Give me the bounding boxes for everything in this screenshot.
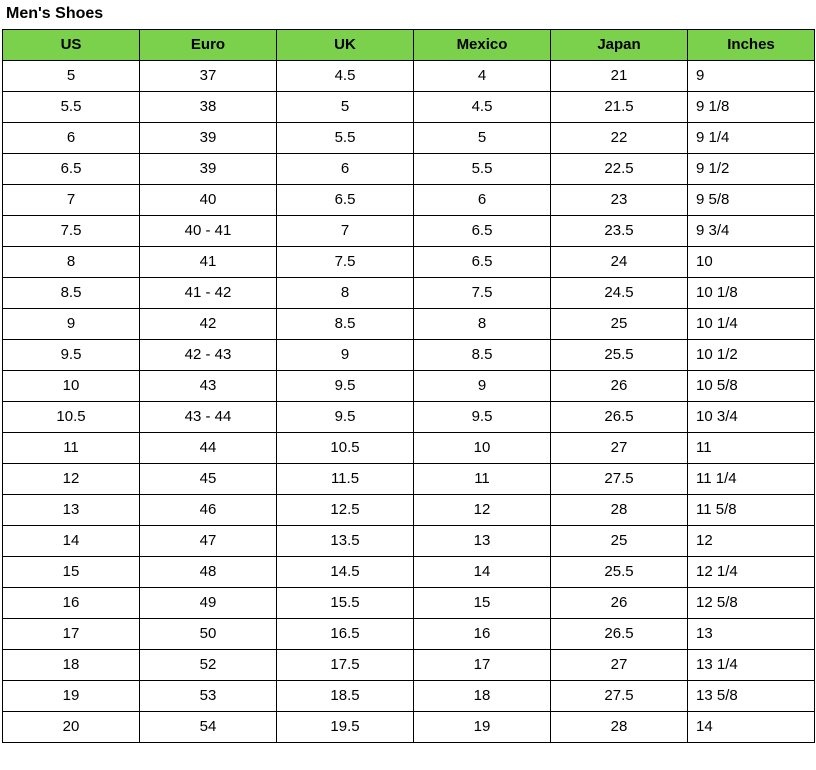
table-cell: 17	[414, 650, 551, 681]
table-cell: 14	[414, 557, 551, 588]
table-cell: 10.5	[277, 433, 414, 464]
table-cell: 11	[688, 433, 815, 464]
table-row	[3, 402, 815, 433]
table-cell: 10 3/4	[688, 402, 815, 433]
table-cell: 7	[3, 185, 140, 216]
table-cell: 28	[551, 495, 688, 526]
table-row	[3, 309, 815, 340]
table-cell: 14.5	[277, 557, 414, 588]
table-cell: 41	[140, 247, 277, 278]
table-cell: 23	[551, 185, 688, 216]
table-cell: 21.5	[551, 92, 688, 123]
table-row	[3, 495, 815, 526]
table-cell: 13.5	[277, 526, 414, 557]
table-cell: 9.5	[414, 402, 551, 433]
page-title: Men's Shoes	[6, 5, 104, 22]
table-cell: 43 - 44	[140, 402, 277, 433]
table-cell: 43	[140, 371, 277, 402]
column-header-uk: UK	[277, 30, 414, 61]
table-body	[3, 61, 815, 743]
table-row	[3, 340, 815, 371]
table-cell: 25.5	[551, 340, 688, 371]
table-cell: 41 - 42	[140, 278, 277, 309]
table-cell: 11.5	[277, 464, 414, 495]
table-cell: 6.5	[414, 247, 551, 278]
table-cell: 10	[3, 371, 140, 402]
table-cell: 27	[551, 433, 688, 464]
table-cell: 6	[414, 185, 551, 216]
table-cell: 7	[277, 216, 414, 247]
table-row	[3, 588, 815, 619]
table-cell: 20	[3, 712, 140, 743]
table-row	[3, 123, 815, 154]
table-cell: 5.5	[3, 92, 140, 123]
table-cell: 12.5	[277, 495, 414, 526]
table-cell: 11	[3, 433, 140, 464]
table-cell: 40 - 41	[140, 216, 277, 247]
table-cell: 6.5	[3, 154, 140, 185]
table-cell: 18	[414, 681, 551, 712]
table-cell: 26	[551, 588, 688, 619]
table-cell: 10	[414, 433, 551, 464]
table-cell: 14	[3, 526, 140, 557]
table-cell: 9	[688, 61, 815, 92]
table-row	[3, 247, 815, 278]
table-cell: 13	[3, 495, 140, 526]
table-cell: 8.5	[414, 340, 551, 371]
table-cell: 10	[688, 247, 815, 278]
table-cell: 19	[3, 681, 140, 712]
table-cell: 38	[140, 92, 277, 123]
table-cell: 17.5	[277, 650, 414, 681]
table-cell: 5	[414, 123, 551, 154]
table-cell: 12 5/8	[688, 588, 815, 619]
column-header-mexico: Mexico	[414, 30, 551, 61]
table-cell: 6	[277, 154, 414, 185]
table-cell: 9 5/8	[688, 185, 815, 216]
table-cell: 8.5	[3, 278, 140, 309]
table-cell: 10 1/2	[688, 340, 815, 371]
table-cell: 47	[140, 526, 277, 557]
table-cell: 7.5	[414, 278, 551, 309]
table-cell: 6	[3, 123, 140, 154]
table-cell: 10 1/4	[688, 309, 815, 340]
shoe-size-table	[2, 29, 815, 743]
table-cell: 46	[140, 495, 277, 526]
table-cell: 18	[3, 650, 140, 681]
table-row	[3, 557, 815, 588]
table-cell: 26.5	[551, 619, 688, 650]
table-cell: 12	[3, 464, 140, 495]
table-cell: 26	[551, 371, 688, 402]
table-cell: 24.5	[551, 278, 688, 309]
table-cell: 8	[277, 278, 414, 309]
table-cell: 10 5/8	[688, 371, 815, 402]
table-row	[3, 433, 815, 464]
table-cell: 10.5	[3, 402, 140, 433]
table-cell: 21	[551, 61, 688, 92]
table-cell: 9	[277, 340, 414, 371]
table-cell: 24	[551, 247, 688, 278]
table-cell: 12	[688, 526, 815, 557]
table-cell: 52	[140, 650, 277, 681]
table-cell: 6.5	[277, 185, 414, 216]
table-cell: 9.5	[277, 371, 414, 402]
table-cell: 16	[3, 588, 140, 619]
table-row	[3, 712, 815, 743]
table-cell: 11 5/8	[688, 495, 815, 526]
table-cell: 9	[3, 309, 140, 340]
table-row	[3, 526, 815, 557]
table-cell: 13 1/4	[688, 650, 815, 681]
table-cell: 49	[140, 588, 277, 619]
table-header	[3, 30, 815, 61]
table-cell: 12	[414, 495, 551, 526]
table-cell: 42 - 43	[140, 340, 277, 371]
table-row	[3, 650, 815, 681]
table-cell: 9 1/2	[688, 154, 815, 185]
table-cell: 27.5	[551, 681, 688, 712]
table-cell: 22.5	[551, 154, 688, 185]
table-cell: 50	[140, 619, 277, 650]
table-cell: 17	[3, 619, 140, 650]
table-cell: 54	[140, 712, 277, 743]
table-cell: 5	[3, 61, 140, 92]
table-cell: 53	[140, 681, 277, 712]
table-cell: 6.5	[414, 216, 551, 247]
table-cell: 13	[414, 526, 551, 557]
table-cell: 42	[140, 309, 277, 340]
table-cell: 23.5	[551, 216, 688, 247]
table-cell: 15.5	[277, 588, 414, 619]
table-cell: 25	[551, 309, 688, 340]
table-cell: 9 1/4	[688, 123, 815, 154]
column-header-inches: Inches	[688, 30, 815, 61]
table-row	[3, 681, 815, 712]
table-cell: 4.5	[277, 61, 414, 92]
table-cell: 11 1/4	[688, 464, 815, 495]
table-cell: 9.5	[3, 340, 140, 371]
table-cell: 16.5	[277, 619, 414, 650]
table-cell: 44	[140, 433, 277, 464]
table-row	[3, 185, 815, 216]
table-cell: 14	[688, 712, 815, 743]
table-row	[3, 92, 815, 123]
table-row	[3, 216, 815, 247]
table-cell: 40	[140, 185, 277, 216]
table-cell: 9	[414, 371, 551, 402]
table-cell: 5.5	[277, 123, 414, 154]
table-cell: 4.5	[414, 92, 551, 123]
table-row	[3, 154, 815, 185]
table-cell: 25.5	[551, 557, 688, 588]
table-cell: 9 1/8	[688, 92, 815, 123]
table-cell: 4	[414, 61, 551, 92]
table-row	[3, 464, 815, 495]
table-cell: 26.5	[551, 402, 688, 433]
table-cell: 15	[3, 557, 140, 588]
table-header-row	[3, 30, 815, 61]
table-cell: 10 1/8	[688, 278, 815, 309]
column-header-japan: Japan	[551, 30, 688, 61]
table-cell: 11	[414, 464, 551, 495]
table-cell: 9 3/4	[688, 216, 815, 247]
column-header-us: US	[3, 30, 140, 61]
table-cell: 18.5	[277, 681, 414, 712]
table-cell: 7.5	[3, 216, 140, 247]
table-cell: 16	[414, 619, 551, 650]
table-cell: 7.5	[277, 247, 414, 278]
table-row	[3, 619, 815, 650]
table-cell: 5.5	[414, 154, 551, 185]
table-cell: 8	[414, 309, 551, 340]
table-cell: 45	[140, 464, 277, 495]
table-cell: 15	[414, 588, 551, 619]
column-header-euro: Euro	[140, 30, 277, 61]
table-cell: 5	[277, 92, 414, 123]
table-cell: 37	[140, 61, 277, 92]
table-cell: 13	[688, 619, 815, 650]
table-row	[3, 278, 815, 309]
table-cell: 39	[140, 123, 277, 154]
table-cell: 27.5	[551, 464, 688, 495]
table-cell: 12 1/4	[688, 557, 815, 588]
table-cell: 13 5/8	[688, 681, 815, 712]
table-cell: 19	[414, 712, 551, 743]
table-cell: 8	[3, 247, 140, 278]
table-cell: 9.5	[277, 402, 414, 433]
table-cell: 22	[551, 123, 688, 154]
table-cell: 28	[551, 712, 688, 743]
table-cell: 8.5	[277, 309, 414, 340]
table-cell: 25	[551, 526, 688, 557]
table-cell: 27	[551, 650, 688, 681]
table-cell: 39	[140, 154, 277, 185]
table-row	[3, 61, 815, 92]
table-cell: 19.5	[277, 712, 414, 743]
table-cell: 48	[140, 557, 277, 588]
table-row	[3, 371, 815, 402]
